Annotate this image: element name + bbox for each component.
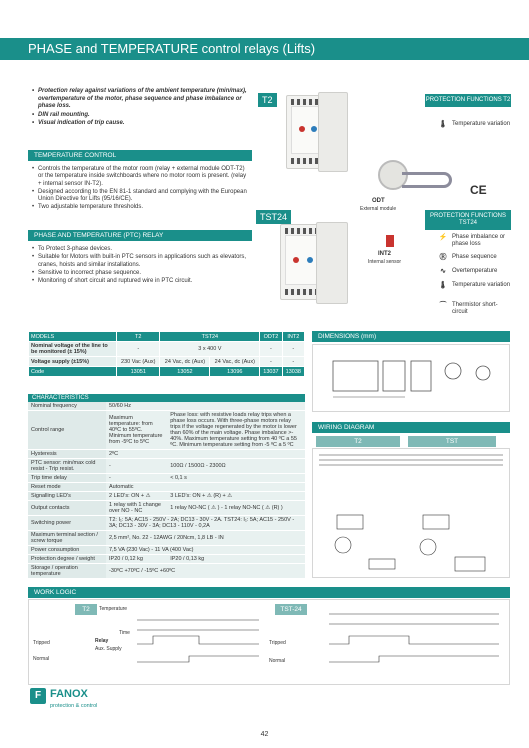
row-label: Switching power [28,516,106,531]
thermometer-icon: 🌡 [438,282,448,289]
cell: Phase loss: with resistive loads relay trips when a phase loss occurs. With three-phase motors relay trips if the voltage regenerated by the motor is lower than 60% of the main voltage. Phase imbalance >- 40%. Maximum temperature setting from 40 ºC a 55 ºC. Minimum temperature setting from -5 ºC a 5 ºC [167,411,305,450]
cell: 3 x 400 V [160,342,260,357]
cell: - [106,474,167,483]
cell: 2,5 mm², No. 22 - 12AWG / 20Ncm, 1,8 LB - IN [106,531,305,546]
cell: Automatic [106,483,305,492]
tst24-feature: ∿ Overtemperature [452,268,512,275]
temp-control-list [32,166,250,213]
int2-sublabel: Internal sensor [368,259,402,265]
tripped-label: Tripped [269,640,286,646]
col-header: TST24 [160,332,260,342]
fanox-logo [30,686,110,714]
relay-label: Relay [95,638,109,644]
cell: 100Ω / 1500Ω - 2300Ω [167,459,305,474]
work-logic-title: WORK LOGIC [28,587,510,598]
int2-sensor-image [386,235,394,247]
table-row [28,459,305,474]
cell: - [260,342,282,357]
work-logic-t2-label: T2 [75,604,97,615]
cell: 7,5 VA (230 Vac) - 11 VA (400 Vac) [106,546,305,555]
t2-device-side [318,92,348,172]
odt-label: ODT [372,198,385,204]
ce-mark: CE [470,183,487,197]
overtemperature-icon: ∿ [440,268,446,275]
tripped-label: Tripped [33,640,50,646]
page-title: PHASE and TEMPERATURE control relays (Lifts) [0,38,529,60]
characteristics-title: CHARACTERISTICS [28,394,305,402]
cell: -30ºC +70ºC / -15ºC +60ºC [106,564,305,579]
phase-imbalance-icon: ⚡ [438,234,448,241]
row-label: Protection degree / weight [28,555,106,564]
cell: 50/60 Hz [106,402,305,411]
row-label: Nominal frequency [28,402,106,411]
row-label: PTC sensor: min/max cold resist - Trip resist. [28,459,106,474]
cell: 13037 [260,367,282,377]
row-label: Reset mode [28,483,106,492]
intro-item: • DIN rail mounting. [32,112,252,120]
t2-tag: T2 [258,93,277,107]
work-logic-tst-label: TST-24 [275,604,307,615]
odt-sublabel: External module [360,206,397,212]
list-item: • Suitable for Motors with built-in PTC sensors in applications such as elevators, cranes, hoists and similar installations. [32,254,250,269]
t2-feature: 🌡 Temperature variation [438,121,511,128]
table-row [28,531,305,546]
brand-name: FANOX [50,688,88,700]
cell: IP20 / 0,12 kg [106,555,167,564]
wiring-title: WIRING DIAGRAM [312,422,510,433]
list-item: • Controls the temperature of the motor room (relay + external module ODT-T2) or the temperature inside switchboards where no motor room is present. (relay + internal sensor IN-T2). [32,166,250,188]
page-number: 42 [260,731,269,738]
cell: - [282,357,304,367]
models-table [28,331,305,377]
row-label: Storage / operation temperature [28,564,106,579]
col-header: ODT2 [260,332,282,342]
cell: 2ºC [106,450,305,459]
table-row [28,564,305,579]
table-row [28,546,305,555]
t2-protection-title: PROTECTION FUNCTIONS T2 [425,94,511,107]
normal-label: Normal [33,656,50,662]
thermometer-icon: 🌡 [438,121,448,128]
tst24-feature: ⌒ Thermistor short-circuit [439,302,498,315]
row-label: Voltage supply (±15%) [29,357,117,367]
tst24-feature: ⚡ Phase imbalance or phase loss [438,234,506,247]
dimensions-drawing [312,344,510,412]
row-label: Hysteresis [28,450,106,459]
cell: 230 Vac (Aux) [117,357,160,367]
row-label: Signalling LED's [28,492,106,501]
wiring-t2-label: T2 [316,436,400,447]
temperature-label: Temperature [99,606,128,612]
row-label: Code [29,367,117,377]
tst24-feature: Ⓡ Phase sequence [439,254,497,261]
characteristics-table [28,394,305,579]
ptc-relay-list [32,246,250,286]
cell: - [117,342,160,357]
temp-control-title: TEMPERATURE CONTROL [28,150,252,161]
table-row [28,516,305,531]
list-item: • Two adjustable temperature thresholds. [32,204,250,211]
intro-item: • Visual indication of trip cause. [32,120,252,128]
cell: 13051 [117,367,160,377]
intro-list [32,88,252,129]
row-label: Power consumption [28,546,106,555]
work-logic-diagram [28,599,510,685]
table-row [28,474,305,483]
table-row [28,555,305,564]
list-item: • Designed according to the EN 81-1 standard and complying with the European Union Directive for Lifts (95/16/CE). [32,189,250,204]
table-row [28,411,305,450]
cell: 1 relay NO-NC ( ⚠ ) - 1 relay NO-NC ( ⚠ (R) ) [167,501,305,516]
table-row [28,501,305,516]
row-label: Control range [28,411,106,450]
row-label: Nominal voltage of the line to be monitored (± 15%) [29,342,117,357]
cell: T2: I₁: 5A; AC15 - 250V - 2A; DC13 - 30V - 2A. TST24: I₁: 5A; AC15 - 250V - 3A; DC13 - 30V - 3A; DC13 - 110V - 0,2A [106,516,305,531]
cell: - [106,459,167,474]
models-title: MODELS [29,332,117,342]
dimensions-title: DIMENSIONS (mm) [312,331,510,342]
tst24-tag: TST24 [256,210,291,224]
cell: 24 Vac, dc (Aux) [210,357,260,367]
wiring-tst-label: TST [408,436,496,447]
cell: 2 LED's: ON + ⚠ [106,492,167,501]
list-item: • To Protect 3-phase devices. [32,246,250,253]
int2-label: INT2 [378,251,392,257]
col-header: T2 [117,332,160,342]
cell: 24 Vac, dc (Aux) [160,357,210,367]
wiring-drawing [312,448,510,578]
cell: < 0,1 s [167,474,305,483]
phase-sequence-icon: Ⓡ [439,254,447,261]
list-item: • Monitoring of short circuit and ruptured wire in PTC circuit. [32,278,250,285]
odt-cable [402,172,452,188]
cell: 3 LED's: ON + ⚠ (R) + ⚠ [167,492,305,501]
cell: Maximum temperature: from 40ºC to 55ºC. Minimum temperature from -5ºC to 5ºC [106,411,167,450]
table-row [28,483,305,492]
table-row [28,450,305,459]
fanox-mark-icon: F [30,688,46,704]
list-item: • Sensitive to incorrect phase sequence. [32,270,250,277]
tst24-protection-title: PROTECTION FUNCTIONS TST24 [425,210,511,230]
tst24-device-side [316,222,348,304]
cell: 13096 [210,367,260,377]
table-row [28,402,305,411]
brand-tagline: protection & control [50,703,98,709]
cell: - [282,342,304,357]
cell: IP20 / 0,13 kg [167,555,305,564]
normal-label: Normal [269,658,286,664]
col-header: INT2 [282,332,304,342]
ptc-relay-title: PHASE AND TEMPERATURE (PTC) RELAY [28,230,252,241]
intro-item: • Protection relay against variations of the ambient temperature (min/max), overtemperature of the motor, phase sequence and phase imbalance or phase loss. [32,88,252,111]
time-label: Time [119,630,130,636]
cell: 13038 [282,367,304,377]
thermistor-icon: ⌒ [439,302,447,309]
row-label: Maximum terminal section / screw torque [28,531,106,546]
row-label: Output contacts [28,501,106,516]
row-label: Trip time delay [28,474,106,483]
aux-supply-label: Aux. Supply [95,646,122,652]
cell: - [260,357,282,367]
table-row [28,492,305,501]
tst24-feature: 🌡 Temperature variation [438,282,511,289]
cell: 13052 [160,367,210,377]
cell: 1 relay with 1 change over NO - NC [106,501,167,516]
